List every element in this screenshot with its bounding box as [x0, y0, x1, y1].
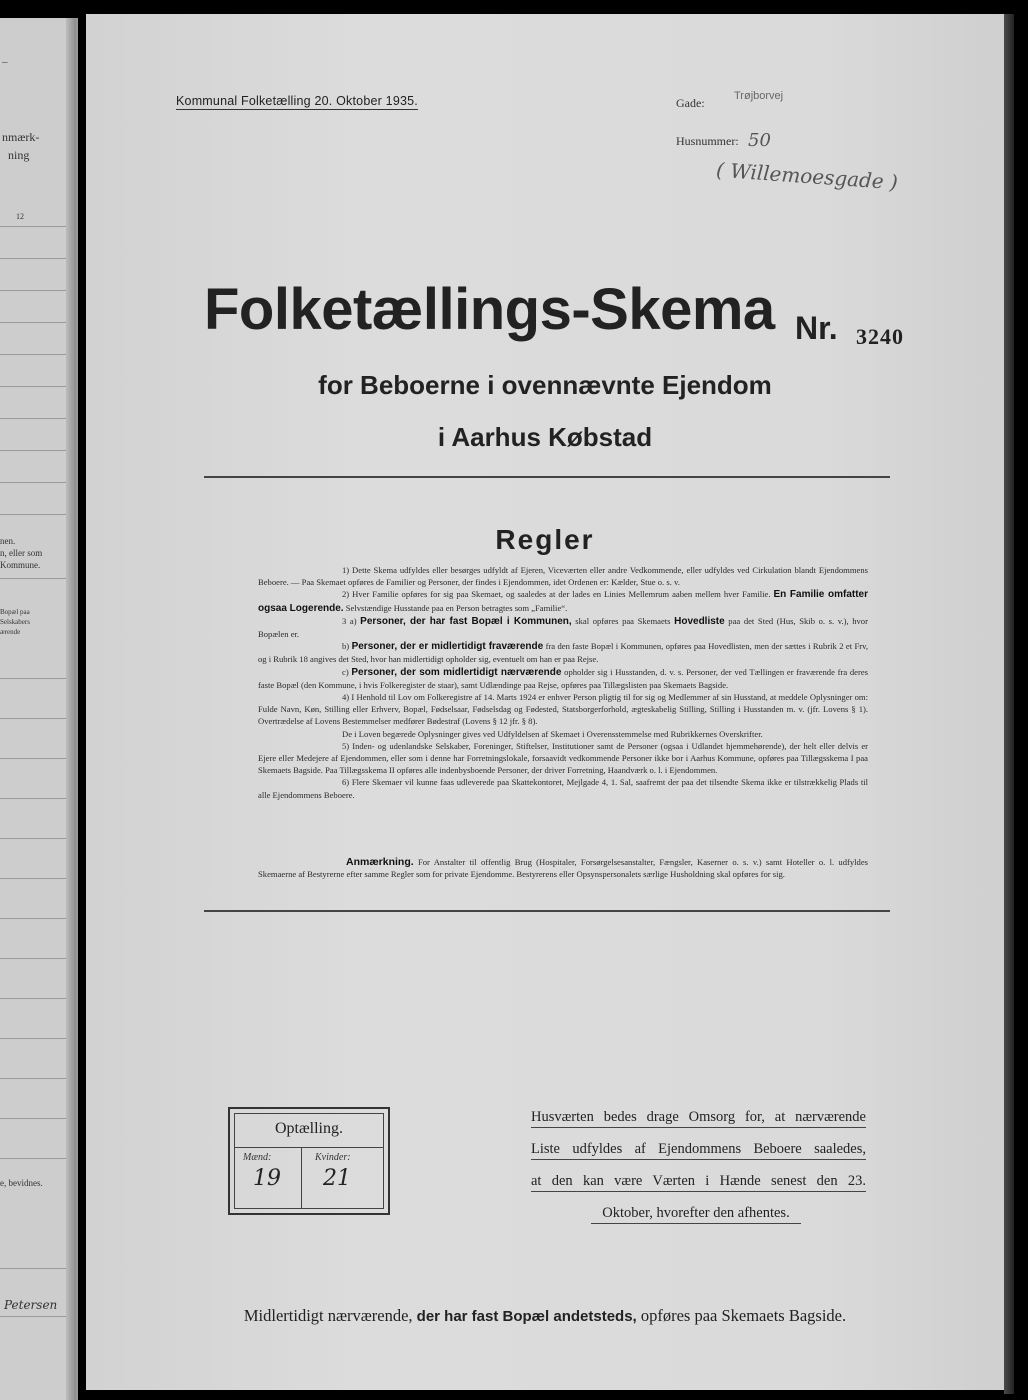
form-number-label: Nr.: [795, 310, 838, 346]
rules-heading: Regler: [495, 524, 595, 555]
left-note-3: e, bevidnes.: [0, 1178, 43, 1188]
remark-label: Anmærkning.: [346, 856, 414, 868]
page-spine: [66, 18, 76, 1400]
left-page-fragment: [0, 18, 78, 1400]
remark-paragraph: [258, 856, 868, 880]
form-title: Folketællings-Skema: [204, 277, 775, 342]
page-edge: [1004, 14, 1014, 1394]
housenumber-label: Husnummer:: [676, 134, 739, 148]
street-value: Trøjborvej: [734, 90, 784, 102]
rules-body: [258, 564, 868, 801]
count-title: Optælling.: [274, 1120, 343, 1137]
notice-line-3: at den kan være Værten i Hænde senest den 23.: [531, 1173, 866, 1192]
rule-2: 2) Hver Familie opføres for sig paa Skemaet, og saaledes at der lades en Linies Mellemrum aaben mellem hver Familie. En Familie omfatter ogsaa Logerende. Selvstændige Husstande paa en Person betragtes som „Familie“.: [258, 589, 868, 614]
count-women-value: 21: [323, 1166, 351, 1191]
left-col-number: 12: [16, 212, 24, 221]
form-subtitle-2: i Aarhus Købstad: [437, 422, 653, 452]
form-subtitle-1: for Beboerne i ovennævnte Ejendom: [318, 370, 772, 400]
rule-3c: c) Personer, der som midlertidigt nærværende opholder sig i Husstanden, d. v. s. Personer, der ved Tællingen er fraværende fra deres faste Bopæl (den Kommune, i hvis Folkeregister de staar), samt Udlændinge paa Rejse, opføres paa Tillægslisten paa Skemaets Bagside.: [258, 666, 868, 690]
left-note-1a: nen.: [0, 536, 16, 546]
rule-1: 1) Dette Skema udfyldes eller besørges udfyldt af Ejeren, Viceværten eller andre Vedkommende, eller udfyldes ved Cirkulation blandt Ejendommens Beboere. — Paa Skemaet opføres de Familier og Personer, der findes i Ejendommen, idet Ordenen er: Kælder, Stue o. s. v.: [258, 565, 868, 588]
rule-3a: 3 a) Personer, der har fast Bopæl i Kommunen, skal opføres paa Skemaets Hovedliste paa det Sted (Hus, Skib o. s. v.), hvor Bopælen er.: [258, 615, 868, 640]
notice-line-2: Liste udfyldes af Ejendommens Beboere saaledes,: [531, 1141, 866, 1160]
housenumber-value: 50: [748, 130, 771, 151]
form-number-value: 3240: [856, 324, 904, 349]
left-header-mark: –: [2, 56, 8, 68]
census-header-line: Kommunal Folketælling 20. Oktober 1935.: [176, 94, 418, 108]
divider-top: [204, 476, 890, 478]
left-note-1c: Kommune.: [0, 560, 41, 570]
handwritten-street-note: ( Willemoesgade ): [715, 157, 899, 195]
rule-6: 6) Flere Skemaer vil kunne faas udleverede paa Skattekontoret, Mejlgade 4, 1. Sal, saafremt der paa det tilsendte Skema ikke er tilstrækkelig Plads til alle Ejendommens Beboere.: [258, 777, 868, 800]
count-men-value: 19: [253, 1166, 281, 1191]
rule-4: 4) I Henhold til Lov om Folkeregistre af 14. Marts 1924 er enhver Person pligtig til for sig og Medlemmer af sin Husstand, at meddele Oplysninger om: Fulde Navn, Køn, Stilling eller Erhverv, Bopæl, Fødselsaar, Fødselsdag og Fødested, Statsborgerforhold, ægteskabelig Stilling, Stilling i Husstanden m. v. (jfr. Lovens § 1). Overtrædelse af Lovens Bestemmelser medfører Bødestraf (Lovens § 12 jfr. § 8).: [258, 692, 868, 727]
left-note-1b: n, eller som: [0, 548, 43, 558]
footer-note: Midlertidigt nærværende, der har fast Bopæl andetsteds, opføres paa Skemaets Bagside.: [243, 1306, 847, 1325]
notice-line-1: Husværten bedes drage Omsorg for, at nærværende: [531, 1109, 866, 1128]
remark-text: For Anstalter til offentlig Brug (Hospitaler, Forsørgelsesanstalter, Fængsler, Kaserner o. s. v.) samt Hoteller o. l. udfyldes Skemaerne af Bestyrerne efter samme Regler som for private Ejendomme. Bestyrerens eller Opsynspersonalets særlige Husholdning skal opføres for sig.: [258, 857, 868, 880]
left-note-2c: ærende: [0, 628, 21, 636]
count-box: [228, 1107, 390, 1215]
divider-bottom: [204, 910, 890, 912]
rule-4b: De i Loven begærede Oplysninger gives ved Udfyldelsen af Skemaet i Overensstemmelse med Rubrikkernes Overskrifter.: [342, 728, 763, 739]
street-label: Gade:: [676, 96, 705, 110]
notice-line-4: Oktober, hvorefter den afhentes.: [591, 1205, 801, 1224]
left-col-header-2: ning: [8, 148, 30, 162]
count-women-label: Kvinder:: [315, 1152, 351, 1163]
left-col-header-1: nmærk-: [2, 130, 40, 144]
rule-3b: b) Personer, der er midlertidigt fraværende fra den faste Bopæl i Kommunen, opføres paa Hovedlisten, men der sættes i Rubrik 2 et Frv, og i Rubrik 18 angives det Sted, hvor han midlertidigt opholder sig, eventuelt om han er paa Rejse.: [258, 641, 869, 665]
left-note-2b: Selskabers: [0, 618, 30, 626]
left-signature: Petersen: [4, 1298, 58, 1312]
rule-5: 5) Inden- og udenlandske Selskaber, Foreninger, Stiftelser, Institutioner samt de Personer (ogsaa i Udlandet hjemmehørende), der helt eller delvis er Ejere eller Medejere af Ejendommen, eller som i denne har Forretningslokale, forsaavidt vedkommende Personer ikke bor i Aarhus Kommune, opføres paa Tillægsskema I paa Skemaets Bagside. Paa Tillægsskema II opføres alle indenbysboende Personer, der driver Forretning, Haandværk o. l. i Ejendommen.: [258, 740, 868, 776]
count-men-label: Mænd:: [243, 1152, 272, 1163]
census-form-page: [86, 14, 1004, 1390]
left-note-2a: Bopæl paa: [0, 608, 30, 616]
